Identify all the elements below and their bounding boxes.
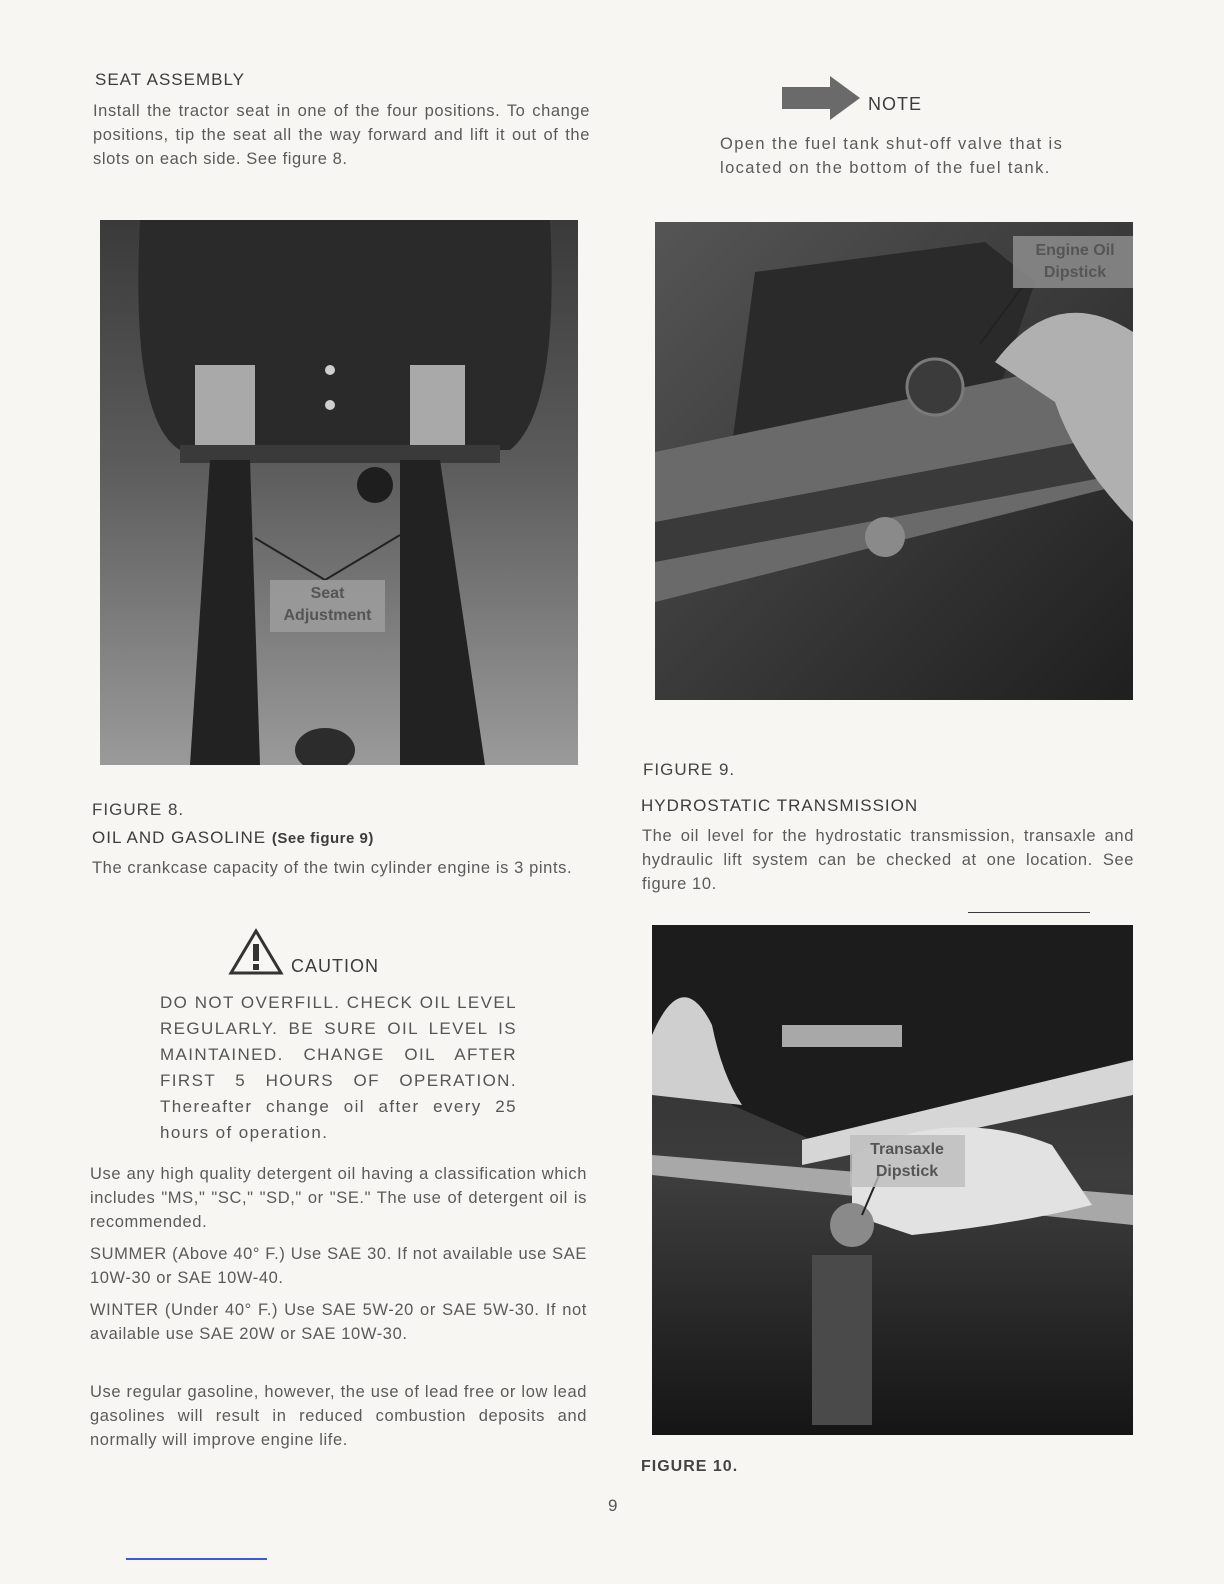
- figure-8-photo: [100, 220, 578, 765]
- hydrostatic-heading: HYDROSTATIC TRANSMISSION: [641, 796, 919, 815]
- note-arrow-icon: [782, 76, 862, 120]
- oil-gasoline-heading: [92, 828, 374, 848]
- caution-text: DO NOT OVERFILL. CHECK OIL LEVEL REGULARLY. BE SURE OIL LEVEL IS MAINTAINED. CHANGE OIL AFTER FIRST 5 HOURS OF OPERATION. Thereafter change oil after every 25 hours of operation.: [160, 993, 517, 1142]
- hydrostatic-text: The oil level for the hydrostatic transmission, transaxle and hydraulic lift system can be checked at one location. See figure 10.: [642, 827, 1134, 893]
- seat-assembly-text: Install the tractor seat in one of the four positions. To change positions, tip the seat all the way forward and lift it out of the slots on each side. See figure 8.: [93, 102, 590, 168]
- seat-adjustment-callout: Seat Adjustment: [283, 585, 372, 624]
- note-text: Open the fuel tank shut-off valve that is located on the bottom of the fuel tank.: [720, 135, 1064, 177]
- seat-assembly-heading: SEAT ASSEMBLY: [95, 70, 246, 89]
- caution-label: CAUTION: [291, 956, 379, 976]
- gasoline-paragraph: Use regular gasoline, however, the use of lead free or low lead gasolines will result in reduced combustion deposits and normally will improve engine life.: [90, 1383, 587, 1449]
- figure-10-caption: FIGURE 10.: [641, 1458, 739, 1475]
- oil-detergent-paragraph: Use any high quality detergent oil having a classification which includes "MS," "SC," "SD," or "SE." The use of detergent oil is recommended.: [90, 1165, 587, 1231]
- engine-oil-dipstick-callout: Engine Oil Dipstick: [1035, 242, 1115, 281]
- note-label: NOTE: [868, 94, 923, 114]
- figure-9-photo: [655, 222, 1133, 700]
- summer-oil-paragraph: SUMMER (Above 40° F.) Use SAE 30. If not available use SAE 10W-30 or SAE 10W-40.: [90, 1245, 587, 1287]
- transaxle-dipstick-callout: Transaxle Dipstick: [870, 1141, 944, 1180]
- figure-9-caption: FIGURE 9.: [643, 760, 736, 779]
- oil-gasoline-ref: (See figure 9): [271, 830, 374, 847]
- bottom-blue-rule: [126, 1558, 267, 1560]
- winter-oil-paragraph: WINTER (Under 40° F.) Use SAE 5W-20 or SAE 5W-30. If not available use SAE 20W or SAE 10W-30.: [90, 1301, 587, 1343]
- figure-10-photo: [652, 925, 1133, 1435]
- warning-triangle-icon: [228, 928, 284, 976]
- section-divider: [968, 912, 1090, 913]
- page-number: 9: [608, 1496, 618, 1515]
- oil-gasoline-text: The crankcase capacity of the twin cylinder engine is 3 pints.: [92, 859, 573, 877]
- oil-gasoline-title: OIL AND GASOLINE: [92, 828, 267, 847]
- figure-8-caption: FIGURE 8.: [92, 800, 185, 819]
